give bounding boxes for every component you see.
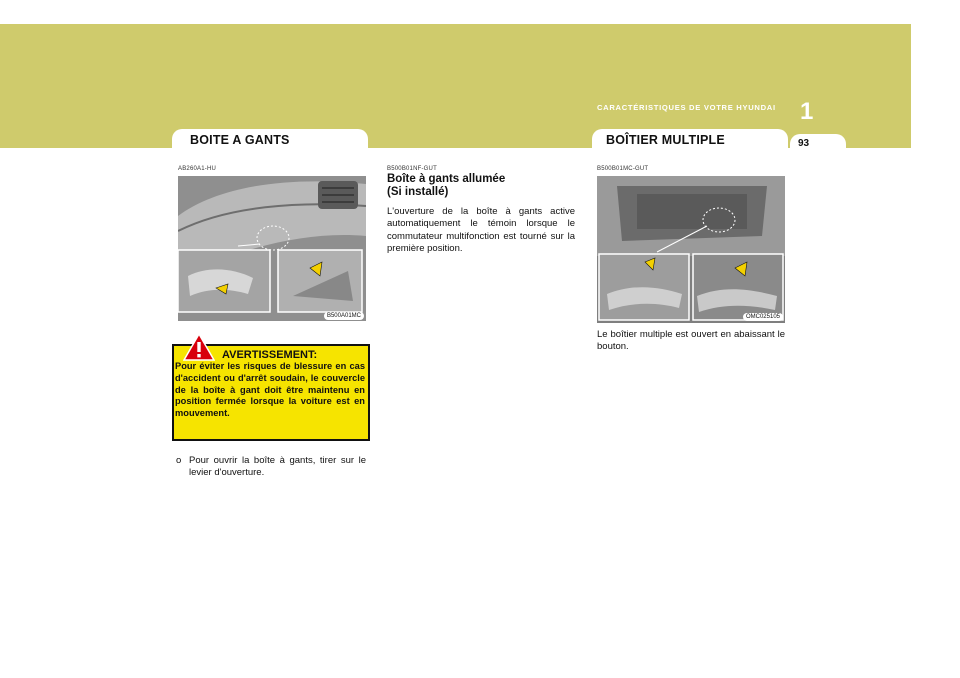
chapter-number: 1 [800, 98, 814, 125]
page-number: 93 [798, 138, 810, 149]
body-text: L'ouverture de la boîte à gants active automatiquement le témoin lorsque le commutateur multifonction est tourné sur la première position. [387, 206, 575, 255]
subsection-title-line1: Boîte à gants allumée [387, 173, 506, 185]
multibox-photo [597, 176, 785, 323]
warning-text: Pour éviter les risques de blessure en cas d'accident ou d'arrêt soudain, le couvercle de la boîte à gant doit être maintenu en position fermée lorsque la voiture est en mouvement. [175, 361, 365, 419]
multibox-illustration [597, 176, 785, 323]
warning-title: AVERTISSEMENT: [222, 349, 318, 361]
chapter-title: CARACTÉRISTIQUES DE VOTRE HYUNDAI [597, 103, 776, 112]
section-title-boite-a-gants: BOITE A GANTS [190, 133, 290, 147]
subsection-title [387, 173, 587, 199]
warning-triangle-icon [183, 333, 215, 361]
photo-code: B500A01MC [324, 312, 364, 320]
photo-code: OMC025105 [743, 313, 783, 321]
section-code: B500B01NF-GUT [387, 166, 437, 172]
subsection-title-line2: (Si installé) [387, 186, 449, 198]
body-text: Le boîtier multiple est ouvert en abaissant le bouton. [597, 329, 785, 353]
section-title-boitier-multiple: BOÎTIER MULTIPLE [606, 133, 725, 147]
glovebox-illustration [178, 176, 366, 321]
bullet-marker: o [176, 455, 182, 466]
bullet-item [176, 455, 366, 480]
bullet-text: Pour ouvrir la boîte à gants, tirer sur le levier d'ouverture. [189, 455, 366, 479]
section-code: AB260A1-HU [178, 166, 217, 172]
glovebox-photo [178, 176, 366, 321]
section-code: B500B01MC-GUT [597, 166, 649, 172]
